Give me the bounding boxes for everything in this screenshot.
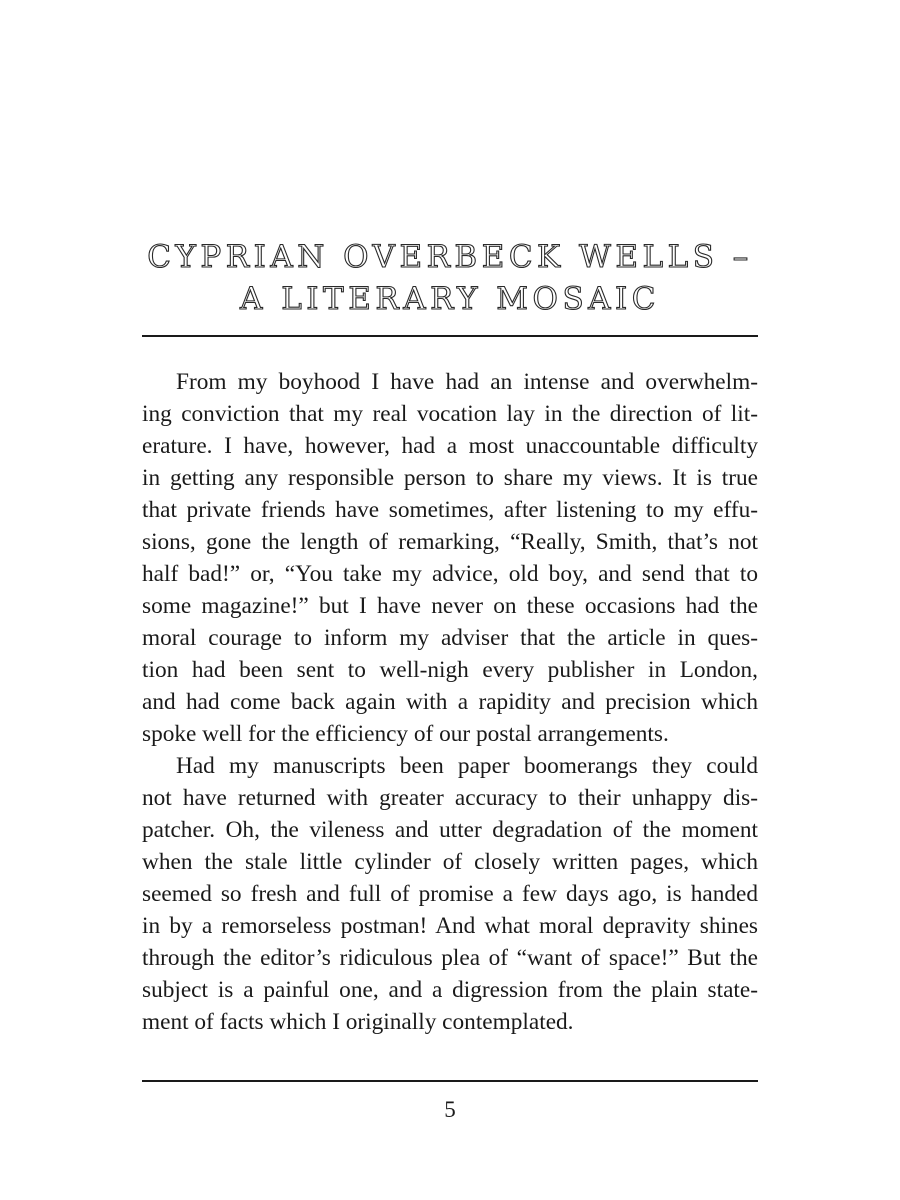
text-line: some magazine!” but I have never on these occasions had the xyxy=(142,593,758,619)
chapter-title-line-2: A LITERARY MOSAIC xyxy=(239,281,661,317)
text-line: sions, gone the length of remarking, “Really, Smith, that’s not xyxy=(142,529,758,555)
text-line: Had my manuscripts been paper boomerangs they could xyxy=(176,753,758,779)
text-line: From my boyhood I have had an intense and overwhelm- xyxy=(176,369,758,395)
chapter-title-line-1: CYPRIAN OVERBECK WELLS – xyxy=(147,239,753,275)
text-line: ing conviction that my real vocation lay in the direction of lit- xyxy=(142,401,758,427)
body-text xyxy=(142,366,758,1038)
text-line: patcher. Oh, the vileness and utter degradation of the moment xyxy=(142,817,758,843)
title-divider xyxy=(142,335,758,337)
text-line: through the editor’s ridiculous plea of “want of space!” But the xyxy=(142,945,758,971)
text-line: ment of facts which I originally contemplated. xyxy=(142,1009,574,1035)
text-line: in getting any responsible person to share my views. It is true xyxy=(142,465,758,491)
text-line: seemed so fresh and full of promise a few days ago, is handed xyxy=(142,881,758,907)
text-line: moral courage to inform my adviser that the article in ques- xyxy=(142,625,758,651)
text-line: subject is a painful one, and a digression from the plain state- xyxy=(142,977,758,1003)
paragraph-2 xyxy=(142,750,758,1038)
text-line: half bad!” or, “You take my advice, old boy, and send that to xyxy=(142,561,758,587)
text-line: and had come back again with a rapidity and precision which xyxy=(142,689,758,715)
text-line: when the stale little cylinder of closely written pages, which xyxy=(142,849,758,875)
chapter-title xyxy=(142,236,758,320)
text-line: that private friends have sometimes, after listening to my effu- xyxy=(142,497,758,523)
text-line: spoke well for the efficiency of our postal arrangements. xyxy=(142,721,669,747)
text-line: in by a remorseless postman! And what moral depravity shines xyxy=(142,913,758,939)
footer-divider xyxy=(142,1080,758,1082)
text-line: tion had been sent to well-nigh every publisher in London, xyxy=(142,657,758,683)
page-number: 5 xyxy=(444,1097,456,1122)
paragraph-1 xyxy=(142,366,758,750)
text-line: not have returned with greater accuracy to their unhappy dis- xyxy=(142,785,758,811)
text-line: erature. I have, however, had a most unaccountable difficulty xyxy=(142,433,758,459)
